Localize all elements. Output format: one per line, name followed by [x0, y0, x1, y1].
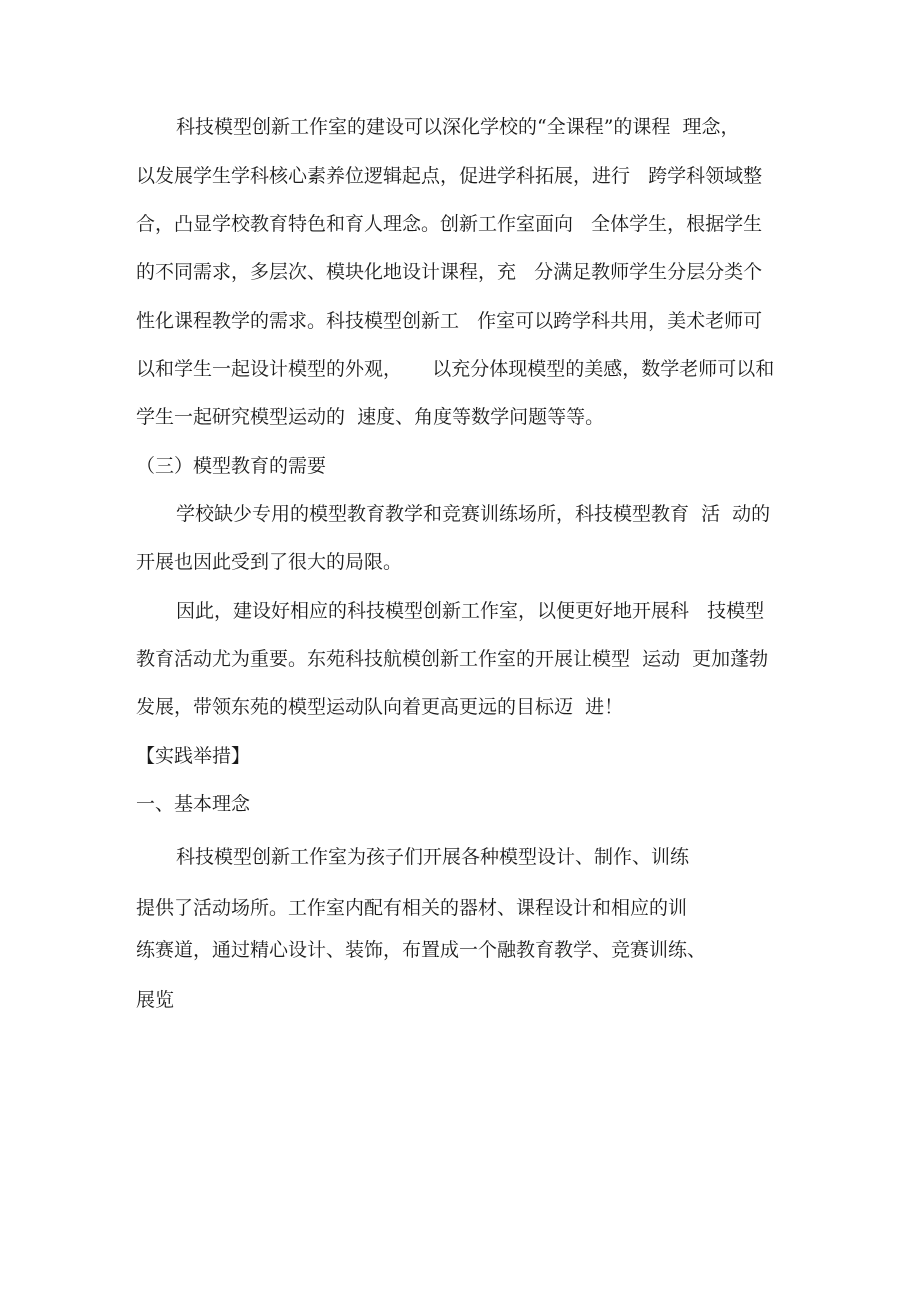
paragraph-line: 因此，建设好相应的科技模型创新工作室，以便更好地开展科 技模型 — [176, 600, 765, 622]
paragraph-line: 开展也因此受到了很大的局限。 — [136, 551, 403, 573]
paragraph-line: 学校缺少专用的模型教育教学和竞赛训练场所，科技模型教育 活 动的 — [176, 503, 771, 525]
paragraph-line: 展览 — [136, 989, 175, 1011]
paragraph-line: 以和学生一起设计模型的外观， 以充分体现模型的美感，数学老师可以和 — [136, 358, 775, 380]
paragraph-line: 性化课程教学的需求。科技模型创新工 作室可以跨学科共用，美术老师可 — [136, 310, 763, 332]
paragraph-line: 提供了活动场所。工作室内配有相关的器材、课程设计和相应的训 — [136, 897, 688, 919]
paragraph-line: 合，凸显学校教育特色和育人理念。创新工作室面向 全体学生，根据学生 — [136, 213, 763, 235]
paragraph-line: 科技模型创新工作室的建设可以深化学校的“全课程”的课程 理念， — [176, 116, 740, 138]
paragraph-line: 练赛道，通过精心设计、装饰，布置成一个融教育教学、竞赛训练、 — [136, 939, 707, 961]
section-heading: 一、基本理念 — [136, 793, 251, 815]
paragraph-line: 的不同需求，多层次、模块化地设计课程，充 分满足教师学生分层分类个 — [136, 261, 763, 283]
section-heading: （三）模型教育的需要 — [136, 455, 327, 477]
paragraph-line: 以发展学生学科核心素养位逻辑起点，促进学科拓展，进行 跨学科领域整 — [136, 165, 763, 187]
section-heading: 【实践举措】 — [136, 745, 251, 767]
paragraph-line: 发展，带领东苑的模型运动队向着更高更远的目标迈 进！ — [136, 696, 624, 718]
paragraph-line: 学生一起研究模型运动的 速度、角度等数学问题等等。 — [136, 406, 605, 428]
paragraph-line: 科技模型创新工作室为孩子们开展各种模型设计、制作、训练 — [176, 846, 690, 868]
paragraph-line: 教育活动尤为重要。东苑科技航模创新工作室的开展让模型 运动 更加蓬勃 — [136, 648, 769, 670]
